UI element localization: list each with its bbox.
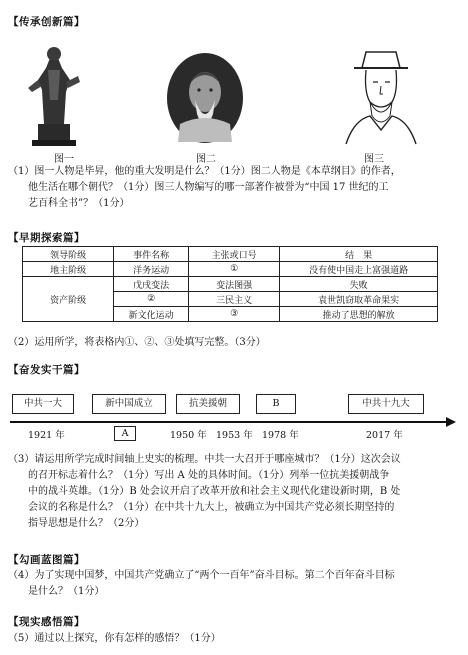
table-header-cell: 领导阶级 [23, 247, 114, 262]
question-one-line-2: 他生活在哪个朝代？（1分）图三人物编写的哪一部著作被誉为“中国 17 世纪的工 [28, 182, 389, 193]
table-cell: 三民主义 [188, 292, 279, 307]
timeline-axis [10, 421, 450, 423]
table-cell: 没有使中国走上富强道路 [280, 262, 438, 277]
table-cell: 袁世凯窃取革命果实 [280, 292, 438, 307]
question-four-line-2: 是什么？（1分） [28, 586, 105, 597]
question-three-line-4: 会议的名称是什么？（1分）在中共十九大上，被确立为中国共产党必须长期坚持的 [28, 502, 395, 513]
table-cell: 地主阶级 [23, 262, 114, 277]
figure-two-portrait-image [166, 52, 244, 144]
table-header-cell: 主张或口号 [188, 247, 279, 262]
table-cell-blank-2: ② [114, 292, 189, 307]
timeline-event-korean-war: 抗美援朝 [176, 394, 240, 414]
timeline [0, 380, 468, 450]
timeline-year: 2017 年 [366, 430, 403, 441]
early-exploration-table [22, 246, 438, 322]
table-row [23, 262, 438, 277]
question-five: （5）通过以上探究，你有怎样的感悟？（1分） [8, 633, 221, 644]
timeline-year: 1978 年 [262, 430, 299, 441]
table-cell: 洋务运动 [114, 262, 189, 277]
table-cell: 推动了思想的解放 [280, 307, 438, 322]
table-header-cell: 结 果 [280, 247, 438, 262]
question-two: （2）运用所学，将表格内①、②、③处填写完整。（3分） [8, 337, 266, 348]
table-cell: 变法图强 [188, 277, 279, 292]
timeline-event-nineteenth-congress: 中共十九大 [348, 394, 424, 414]
section-title-early-exploration: 【早期探索篇】 [8, 232, 85, 244]
question-three-line-1: （3）请运用所学完成时间轴上史实的梳理。中共一大召开于哪座城市？（1分）这次会议 [8, 454, 401, 465]
question-three-line-3: 中的战斗英雄。（1分）B 处会议开启了改革开放和社会主义现代化建设新时期，B 处 [28, 486, 401, 497]
timeline-arrow-icon [446, 417, 456, 427]
timeline-marker-a: A [114, 426, 136, 441]
question-four [8, 568, 464, 600]
table-cell-blank-1: ① [188, 262, 279, 277]
question-one [8, 164, 464, 212]
table-cell: 资产阶级 [23, 277, 114, 322]
section-title-reflection: 【现实感悟篇】 [8, 616, 85, 628]
timeline-event-cpc-first-congress: 中共一大 [12, 394, 74, 414]
timeline-year: 1950 年 [170, 430, 207, 441]
figure-three-line-drawing-image [340, 46, 422, 146]
table-header-cell: 事件名称 [114, 247, 189, 262]
section-title-heritage: 【传承创新篇】 [8, 16, 85, 28]
figure-three-caption: 图三 [364, 154, 384, 165]
question-four-line-1: （4）为了实现中国梦，中国共产党确立了“两个一百年”奋斗目标。第二个百年奋斗目标 [8, 570, 395, 581]
table-cell-blank-3: ③ [188, 307, 279, 322]
table-row [23, 277, 438, 292]
question-one-line-3: 艺百科全书”？（1分） [28, 198, 130, 209]
section-title-hard-work: 【奋发实干篇】 [8, 364, 85, 376]
figure-one-statue-image [20, 40, 88, 148]
table-cell: 戊戌变法 [114, 277, 189, 292]
figure-one-caption: 图一 [54, 154, 74, 165]
table-header-row [23, 247, 438, 262]
table-cell: 失败 [280, 277, 438, 292]
timeline-year: 1953 年 [216, 430, 253, 441]
question-three-line-5: 指导思想是什么？（2分） [28, 518, 145, 529]
timeline-event-b: B [256, 394, 296, 414]
table-cell: 新文化运动 [114, 307, 189, 322]
timeline-year: 1921 年 [28, 430, 65, 441]
question-three-line-2: 的召开标志着什么？（1分）写出 A 处的具体时间。（1分）列举一位抗美援朝战争 [28, 470, 390, 481]
question-three [8, 452, 464, 532]
timeline-event-prc-founding: 新中国成立 [92, 394, 166, 414]
section-title-blueprint: 【勾画蓝图篇】 [8, 554, 85, 566]
question-one-line-1: （1）图一人物是毕昇，他的重大发明是什么？（1分）图二人物是《本草纲目》的作者， [8, 166, 401, 177]
figure-two-caption: 图二 [196, 154, 216, 165]
